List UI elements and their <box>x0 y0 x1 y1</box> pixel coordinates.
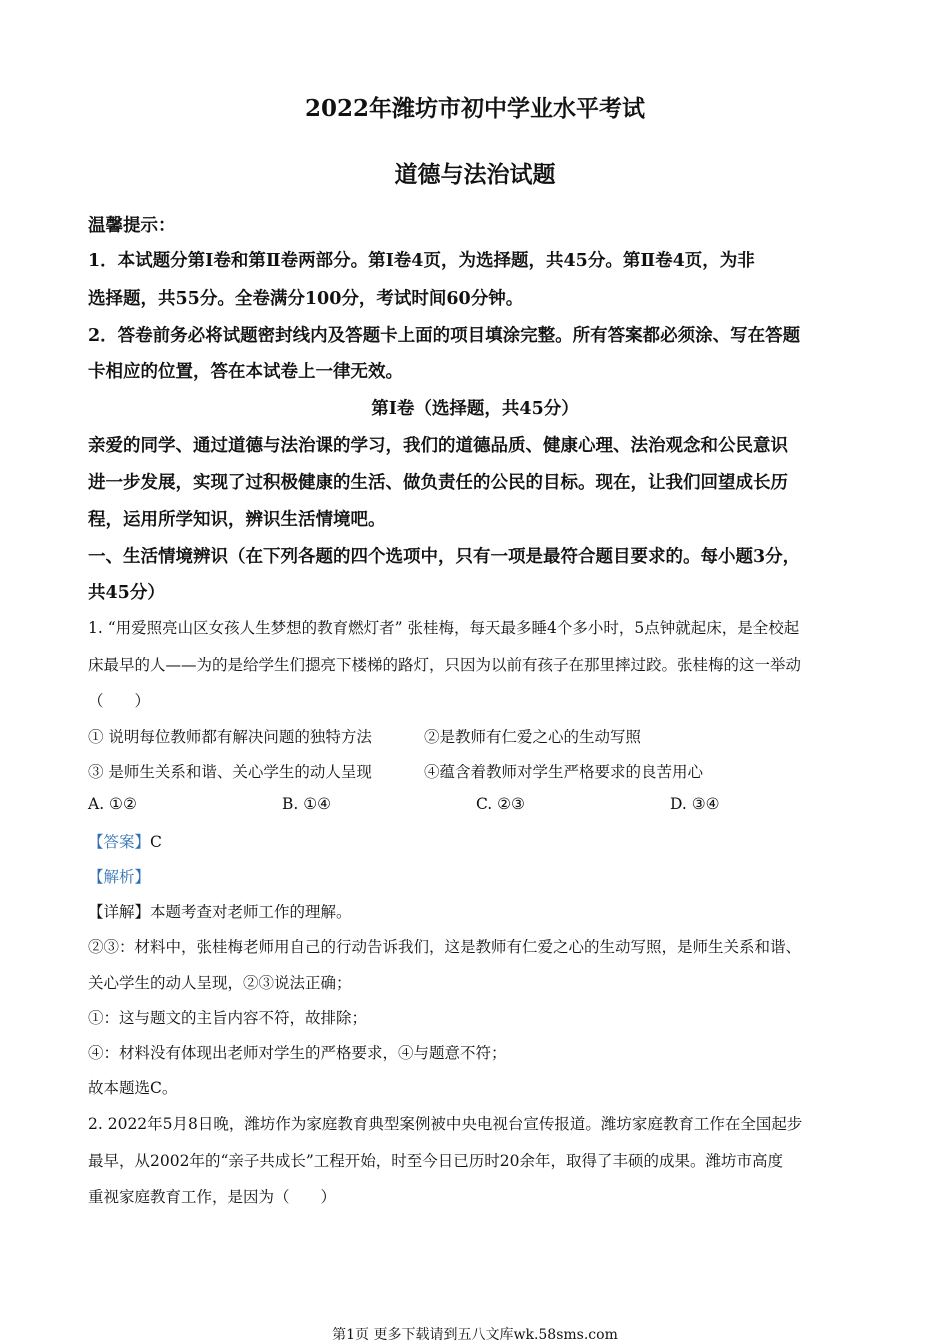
q1-option-a: A. ①② <box>88 795 137 813</box>
q1-stem-2: 床最早的人——为的是给学生们摁亮下楼梯的路灯，只因为以前有孩子在那里摔过跤。张桂梅的这一举动 <box>88 656 802 674</box>
q1-stem-3: （ ） <box>88 692 151 710</box>
q1-option-c: C. ②③ <box>476 795 525 813</box>
part1-heading: 第Ⅰ卷（选择题，共45分） <box>371 399 579 419</box>
notice-heading: 温馨提示： <box>88 216 176 236</box>
q1-detail: 【详解】本题考查对老师工作的理解。 <box>88 903 352 921</box>
q1-stem-1: 1. “用爱照亮山区女孩人生梦想的教育燃灯者” 张桂梅，每天最多睡4个多小时，5点钟就起床，是全校起 <box>88 619 800 637</box>
q1-answer <box>88 830 868 852</box>
q2-stem-2: 最早，从2002年的“亲子共成长”工程开始，时至今日已历时20余年，取得了丰硕的成果。潍坊市高度 <box>88 1152 784 1170</box>
part1-intro-3: 程，运用所学知识，辨识生活情境吧。 <box>88 510 386 530</box>
q1-statement-2: ②是教师有仁爱之心的生动写照 <box>424 728 642 746</box>
exam-subtitle: 道德与法治试题 <box>394 161 556 188</box>
section1-heading-cont: 共45分） <box>88 583 165 603</box>
q1-explanation-4: ④：材料没有体现出老师对学生的严格要求，④与题意不符； <box>88 1044 507 1062</box>
notice-line-3: 2．答卷前务必将试题密封线内及答题卡上面的项目填涂完整。所有答案都必须涂、写在答题 <box>88 326 801 346</box>
part1-intro-1: 亲爱的同学、通过道德与法治课的学习，我们的道德品质、健康心理、法治观念和公民意识 <box>88 436 788 456</box>
q1-explanation-2: 关心学生的动人呈现，②③说法正确； <box>88 974 352 992</box>
q2-stem-3: 重视家庭教育工作，是因为（ ） <box>88 1188 337 1206</box>
notice-line-1: 1．本试题分第Ⅰ卷和第Ⅱ卷两部分。第Ⅰ卷4页，为选择题，共45分。第Ⅱ卷4页，为非 <box>88 251 755 271</box>
answer-label: 【答案】 <box>88 833 151 851</box>
exam-title: 2022年潍坊市初中学业水平考试 <box>304 95 645 122</box>
q1-statement-4: ④蕴含着教师对学生严格要求的良苦用心 <box>424 763 704 781</box>
notice-line-2: 选择题，共55分。全卷满分100分，考试时间60分钟。 <box>88 289 524 309</box>
q1-explanation-3: ①：这与题文的主旨内容不符，故排除； <box>88 1009 368 1027</box>
q1-conclusion: 故本题选C。 <box>88 1079 178 1097</box>
page-footer: 第1页 更多下载请到五八文库wk.58sms.com <box>332 1327 618 1343</box>
q1-option-d: D. ③④ <box>670 795 720 813</box>
q1-explanation-1: ②③：材料中，张桂梅老师用自己的行动告诉我们，这是教师有仁爱之心的生动写照，是师生关系和谐、 <box>88 938 802 956</box>
q1-option-b: B. ①④ <box>282 795 332 813</box>
q2-stem-1: 2. 2022年5月8日晚，潍坊作为家庭教育典型案例被中央电视台宣传报道。潍坊家庭教育工作在全国起步 <box>88 1115 803 1133</box>
notice-line-4: 卡相应的位置，答在本试卷上一律无效。 <box>88 362 403 382</box>
part1-intro-2: 进一步发展，实现了过积极健康的生活、做负责任的公民的目标。现在，让我们回望成长历 <box>88 473 788 493</box>
q1-statement-1: ① 说明每位教师都有解决问题的独特方法 <box>88 728 372 746</box>
answer-value: C <box>150 833 162 851</box>
analysis-label: 【解析】 <box>88 868 151 886</box>
q1-statement-3: ③ 是师生关系和谐、关心学生的动人呈现 <box>88 763 372 781</box>
section1-heading: 一、生活情境辨识（在下列各题的四个选项中，只有一项是最符合题目要求的。每小题3分， <box>88 547 801 567</box>
